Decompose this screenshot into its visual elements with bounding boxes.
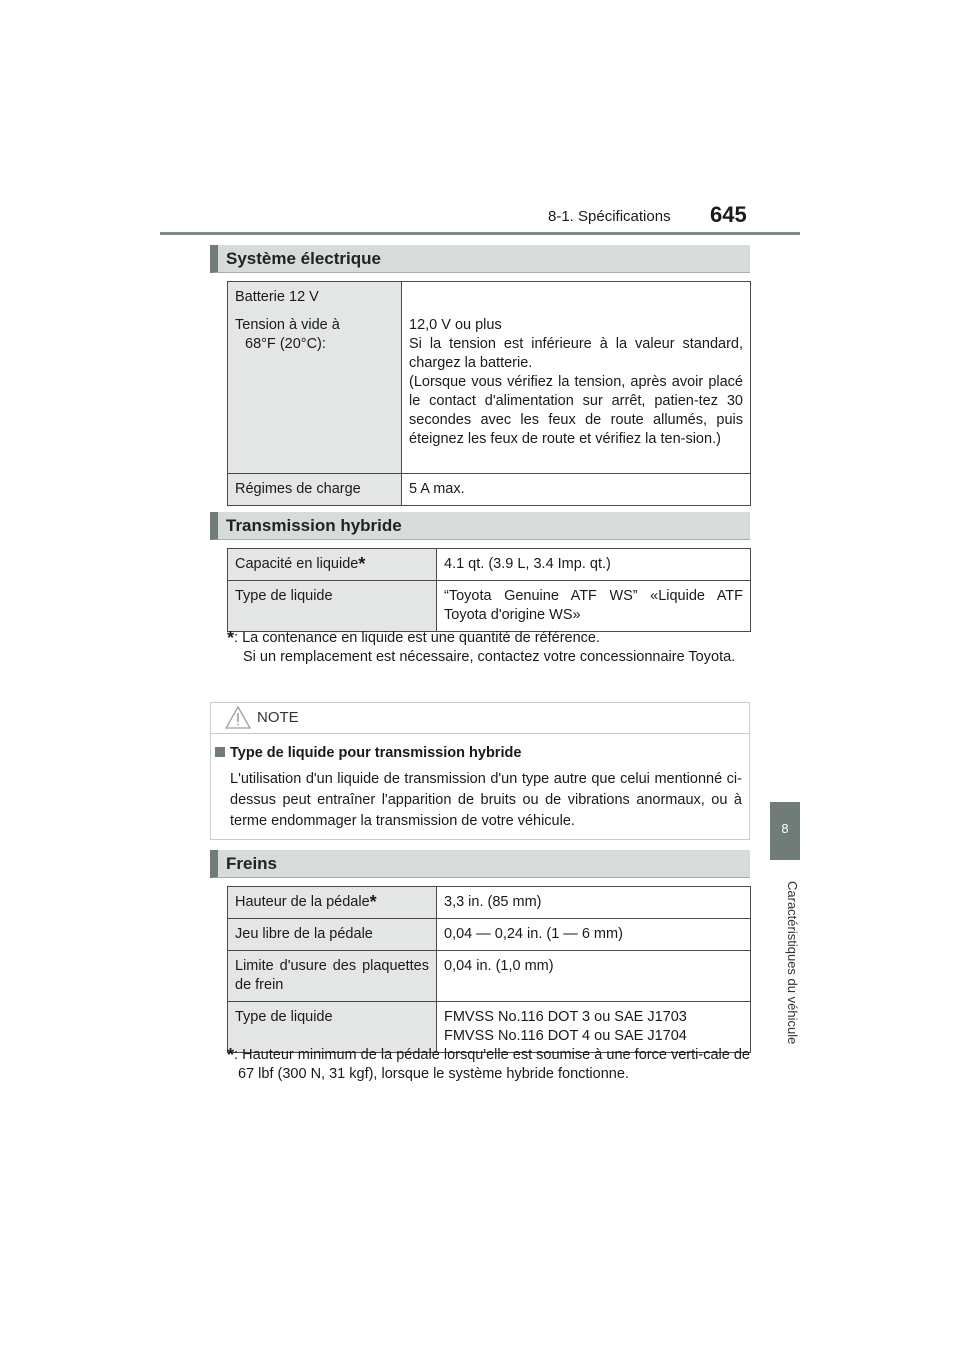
voltage-cell	[402, 282, 751, 474]
pad-wear-value: 0,04 in. (1,0 mm)	[437, 951, 751, 1002]
voltage-value: 12,0 V ou plus	[409, 317, 502, 333]
brake-fluid-label: Type de liquide	[228, 1002, 437, 1053]
brakes-table	[227, 886, 751, 1053]
electrical-table	[227, 281, 751, 506]
brakes-footnote: * : Hauteur minimum de la pédale lorsqu'elle est soumise à une force verti-cale de 67 lbf (300 N, 31 kgf), lorsque le système hybride fonctionne.	[227, 1045, 750, 1082]
voltage-label: Tension à vide à	[235, 317, 340, 333]
table-row	[228, 549, 751, 581]
table-row	[228, 1002, 751, 1053]
table-row	[228, 581, 751, 632]
note-title: NOTE	[257, 709, 299, 726]
chapter-label: Caractéristiques du véhicule	[785, 881, 800, 1045]
hybrid-table	[227, 548, 751, 632]
fluid-type-value: “Toyota Genuine ATF WS” «Liquide ATF Toyota d'origine WS»	[437, 581, 751, 632]
table-row	[228, 919, 751, 951]
header-divider	[160, 232, 800, 235]
table-row	[228, 951, 751, 1002]
section-title-brakes: Freins	[210, 850, 750, 878]
footnote-marker: *	[227, 1045, 235, 1065]
fluid-capacity-label: Capacité en liquide*	[228, 549, 437, 581]
warning-triangle-icon	[225, 706, 251, 734]
pedal-play-label: Jeu libre de la pédale	[228, 919, 437, 951]
pedal-play-value: 0,04 — 0,24 in. (1 — 6 mm)	[437, 919, 751, 951]
page-number: 645	[710, 202, 747, 227]
note-body: L'utilisation d'un liquide de transmission d'un type autre que celui mentionné ci-dessus peut entraîner l'apparition de bruits ou de vibrations anormaux, ou à terme endommager la transmission de votre véhicule.	[230, 771, 742, 829]
section-title-electrical: Système électrique	[210, 245, 750, 273]
voltage-note: Si la tension est inférieure à la valeur standard, chargez la batterie.	[409, 336, 743, 371]
square-bullet-icon	[215, 747, 225, 757]
fluid-capacity-value: 4.1 qt. (3.9 L, 3.4 Imp. qt.)	[437, 549, 751, 581]
table-row	[228, 474, 751, 506]
charge-label: Régimes de charge	[228, 474, 402, 506]
fluid-type-label: Type de liquide	[228, 581, 437, 632]
voltage-temp-label: 68°F (20°C):	[245, 336, 326, 352]
note-subtitle: Type de liquide pour transmission hybride	[215, 745, 521, 761]
pedal-height-value: 3,3 in. (85 mm)	[437, 887, 751, 919]
hybrid-footnote: *: La contenance en liquide est une quantité de référence. Si un remplacement est nécessaire, contactez votre concessionnaire Toyota.	[227, 628, 736, 665]
chapter-tab	[770, 802, 800, 860]
section-heading: 8-1. Spécifications	[548, 208, 671, 225]
battery-label: Batterie 12 V	[235, 289, 319, 305]
section-title-hybrid: Transmission hybride	[210, 512, 750, 540]
footnote-marker: *	[358, 554, 366, 574]
charge-value: 5 A max.	[402, 474, 751, 506]
footnote-marker: *	[227, 628, 235, 648]
chapter-number: 8	[781, 821, 789, 836]
note-box	[210, 702, 750, 840]
table-row	[228, 282, 751, 474]
battery-cell	[228, 282, 402, 474]
voltage-note-2: (Lorsque vous vérifiez la tension, après avoir placé le contact d'alimentation sur arrêt, patien-tez 30 secondes avec les feux de route allumés, puis éteignez les feux de route et vérifiez la ten-sion.)	[409, 374, 743, 447]
brake-fluid-value: FMVSS No.116 DOT 3 ou SAE J1703 FMVSS No.116 DOT 4 ou SAE J1704	[437, 1002, 751, 1053]
note-header	[211, 703, 749, 734]
footnote-marker: *	[369, 892, 377, 912]
table-row	[228, 887, 751, 919]
pedal-height-label: Hauteur de la pédale*	[228, 887, 437, 919]
pad-wear-label: Limite d'usure des plaquettes de frein	[228, 951, 437, 1002]
